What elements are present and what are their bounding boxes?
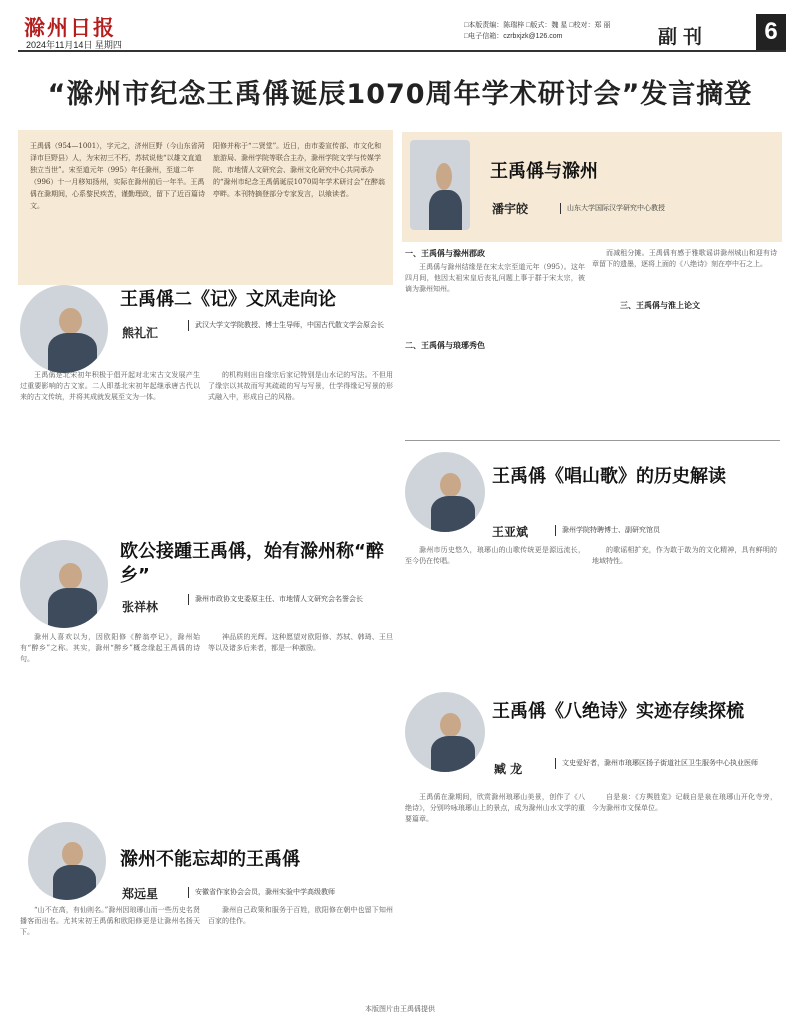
author-affiliation: 滁州学院特聘博士、副研究馆员 bbox=[555, 525, 765, 536]
article-title: 王禹偁《八绝诗》实迹存续探梳 bbox=[492, 701, 744, 722]
article-body bbox=[20, 370, 200, 530]
article-text: 自是泉：《方舆胜览》记载自是泉在琅琊山开化寺旁，今为滁州市文保单位。 bbox=[592, 793, 777, 812]
author-name: 王亚斌 bbox=[492, 525, 529, 539]
article-body bbox=[405, 262, 585, 332]
article-text: 滁州自己政策和服务于百姓，欧阳修在朝中也留下知州百家的佳作。 bbox=[208, 906, 393, 925]
issue-date: 2024年11月14日 星期四 bbox=[26, 40, 122, 50]
article-text: “山不在高，有仙则名。”滁州因琅琊山而一些历史名贤播客而出名。尤其宋初王禹偁和欧阳修更是让滁州名扬天下。 bbox=[20, 906, 200, 936]
portrait-photo bbox=[20, 285, 108, 373]
article-title: 滁州不能忘却的王禹偁 bbox=[120, 849, 300, 870]
portrait-photo bbox=[28, 822, 106, 900]
portrait-photo bbox=[405, 452, 485, 532]
article-text: 的机构则出自缘宗后家记特别是山水记的写法。不但用了缘宗以其故而写其疏疏的写与写景，仕学得缘记写景的形式融入中，形成自己的风格。 bbox=[208, 371, 393, 401]
author-affiliation: 武汉大学文学院教授、博士生导师，中国古代散文学会原会长 bbox=[188, 320, 388, 331]
article-text: 王禹偁与滁州结缘是在宋太宗至道元年（995）。这年四月间，他因太祖宋皇后丧礼问题上事于群于宋太宗，被谪为滁州知州。 bbox=[405, 263, 585, 293]
author-affiliation: 滁州市政协文史委原主任、市地情人文研究会名誉会长 bbox=[188, 594, 388, 605]
article-text: 神品质的光辉。这种愿望对欧阳修、苏轼、韩琦、王旦等以及诸多后来者，都是一种激励。 bbox=[208, 633, 393, 652]
article-text: 而减租分摊。王禹偁有感于雅歌谣讲滁州城山和迎有诗章留下的遗墨，逐将上面的《八绝诗》刻在亭中石之上。 bbox=[592, 249, 777, 268]
article-text: 王禹偁在滁期间，欣赏滁州琅琊山美景，创作了《八绝诗》，分别吟咏琅琊山上的景点，成为滁州山水文学的重要篇章。 bbox=[405, 793, 585, 823]
author-name: 潘宇皎 bbox=[492, 202, 529, 216]
main-headline: “滁州市纪念王禹偁诞辰1070周年学术研讨会”发言摘登 bbox=[47, 79, 753, 110]
intro-right: 阳修并称于“二贤堂”。近日，由市委宣传部、市文化和旅游局、滁州学院等联合主办，滁州学院文学与传媒学院、市地情人文研究会、滁州文化研究中心共同承办的“滁州市纪念王禹偁诞辰1070周年学术研讨会”在醉翁亭畔。本刊特摘登部分专家发言，以飨读者。 bbox=[213, 142, 385, 198]
author-name: 郑远星 bbox=[122, 887, 159, 901]
portrait-photo bbox=[405, 692, 485, 772]
author-name: 臧 龙 bbox=[494, 762, 523, 776]
article-body bbox=[592, 545, 777, 680]
credit-line-1: □本版责编：陈瑞梓 □版式：魏 星 □校对：郑 丽 bbox=[464, 22, 611, 29]
portrait-photo bbox=[20, 540, 108, 628]
author-name: 熊礼汇 bbox=[122, 326, 159, 340]
divider bbox=[405, 440, 780, 441]
article-body bbox=[592, 792, 777, 1000]
article-title: 欧公接踵王禹偁，始有滁州称“醉乡” bbox=[120, 541, 384, 586]
article-title: 王禹偁《唱山歌》的历史解读 bbox=[492, 466, 726, 487]
section-name: 副刊 bbox=[658, 26, 709, 48]
article-body bbox=[405, 545, 585, 680]
author-affiliation: 文史爱好者，滁州市琅琊区扬子街道社区卫生服务中心执业医师 bbox=[555, 758, 770, 769]
article-title: 王禹偁二《记》文风走向论 bbox=[120, 289, 336, 310]
masthead bbox=[18, 8, 786, 52]
portrait-photo bbox=[410, 140, 470, 230]
article-body bbox=[20, 632, 200, 812]
article-body bbox=[592, 248, 777, 293]
intro-left: 王禹偁（954—1001），字元之，济州巨野（今山东省菏泽市巨野县）人，为宋初三不朽，苏轼说他“以雄文直道独立当世”。宋至道元年（995）年任滁州，至道二年（996）十一月移知扬州，实际在滁州前后一年半。王禹偁在滁期间，心系黎民疾苦，谨勤理政，留下了近百篇诗文。 bbox=[30, 142, 205, 210]
section-heading: 一、王禹偁与滁州郡政 bbox=[405, 249, 485, 258]
article-body bbox=[208, 370, 393, 530]
article-body bbox=[405, 792, 585, 1000]
article-text: 滁州市历史悠久，琅琊山的山歌传统更是源远流长，至今仍在传唱。 bbox=[405, 546, 585, 565]
author-name: 张祥林 bbox=[122, 600, 159, 614]
author-affiliation: 山东大学国际汉学研究中心教授 bbox=[560, 203, 740, 214]
page-number: 6 bbox=[756, 14, 786, 50]
section-heading: 三、王禹偁与淮上论文 bbox=[620, 301, 700, 310]
article-body bbox=[20, 905, 200, 1000]
article-text: 王禹偁是北宋初年积极于倡开起对北宋古文发展产生过重要影响的古文家。二人即基北宋初年起继承唐古代以来的古文传统，并将其成就发展至文为一体。 bbox=[20, 371, 200, 401]
article-title: 王禹偁与滁州 bbox=[490, 161, 598, 182]
article-text: 的歌谣相扩充，作为敢于敢为的文化精神，具有鲜明的地域特性。 bbox=[592, 546, 777, 565]
footer-note: 本版图片由王禹偁提供 bbox=[365, 1005, 435, 1013]
author-affiliation: 安徽省作家协会会员，滁州实验中学高级教师 bbox=[188, 887, 388, 898]
credit-line-2: □电子信箱：czrbxjzk@126.com bbox=[464, 33, 563, 40]
article-text: 滁州人喜欢以为，因欧阳修《醉翁亭记》，滁州始有“醉乡”之称。其实，滁州“醉乡”概念缘起王禹偁的诗句。 bbox=[20, 633, 200, 663]
article-body bbox=[208, 632, 393, 812]
newspaper-logo: 滁州日报 bbox=[24, 15, 116, 40]
intro-box bbox=[18, 130, 393, 285]
article-body bbox=[208, 905, 393, 1000]
section-heading: 二、王禹偁与琅琊秀色 bbox=[405, 341, 485, 350]
